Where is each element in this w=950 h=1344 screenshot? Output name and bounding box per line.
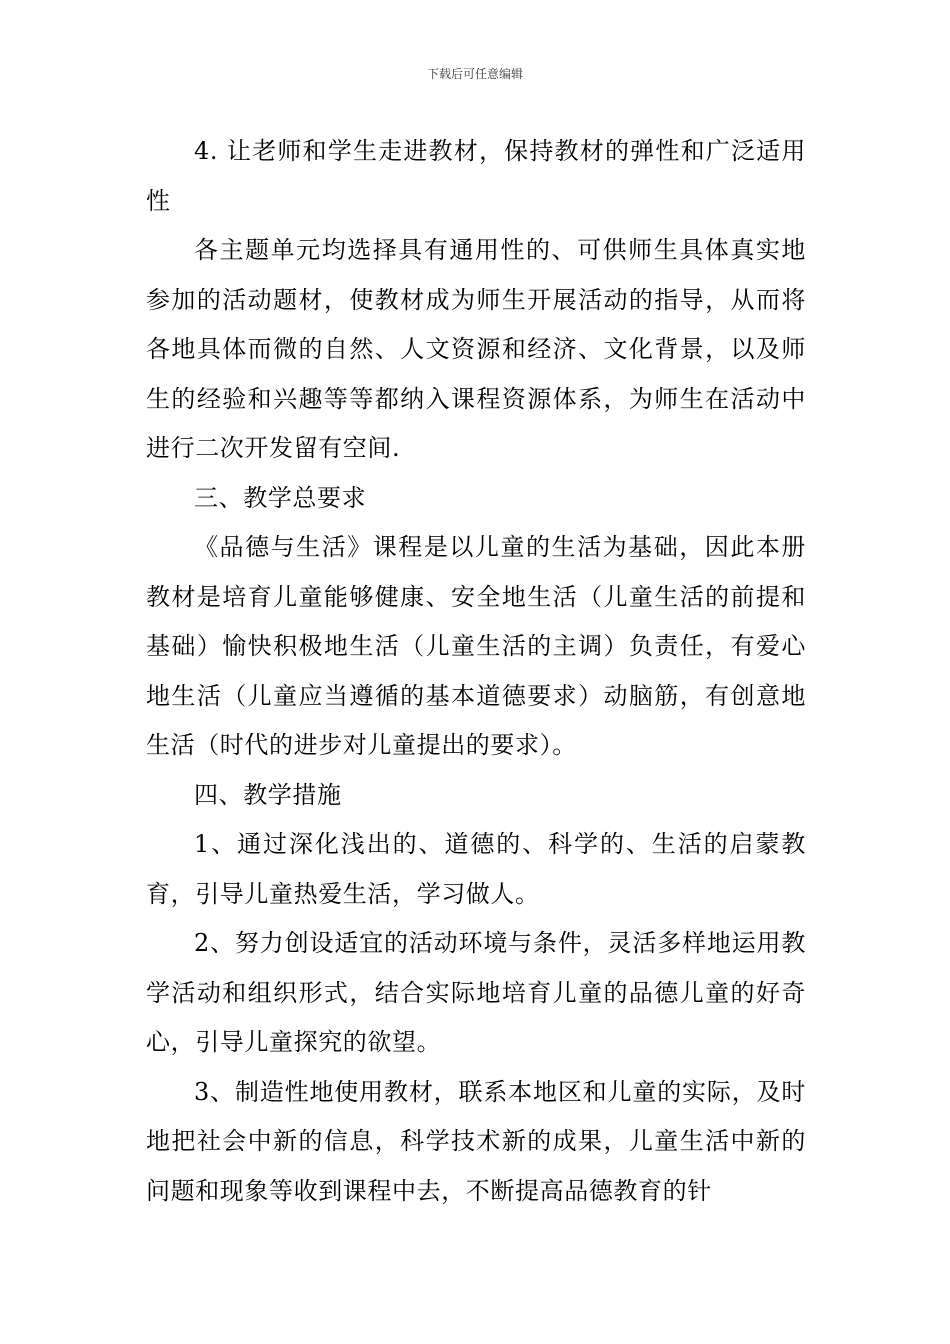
paragraph-measure-3: 3、制造性地使用教材，联系本地区和儿童的实际，及时地把社会中新的信息，科学技术新的成果，儿童生活中新的问题和现象等收到课程中去，不断提高品德教育的针 [146,1077,806,1205]
paragraph-themes: 各主题单元均选择具有通用性的、可供师生具体真实地参加的活动题材，使教材成为师生开展活动的指导，从而将各地具体而微的自然、人文资源和经济、文化背景，以及师生的经验和兴趣等等都纳入课程资源体系，为师生在活动中进行二次开发留有空间. [146,236,806,462]
paragraph-measure-2: 2、努力创设适宜的活动环境与条件，灵活多样地运用教学活动和组织形式，结合实际地培育儿童的品德儿童的好奇心，引导儿童探究的欲望。 [146,929,806,1056]
section-heading-general-requirements: 三、教学总要求 [194,483,367,512]
section-heading-teaching-measures: 四、教学措施 [194,780,342,809]
paragraph-measure-1: 1、通过深化浅出的、道德的、科学的、生活的启蒙教育，引导儿童热爱生活，学习做人。 [146,830,806,908]
paragraph-curriculum: 《品德与生活》课程是以儿童的生活为基础，因此本册教材是培育儿童能够健康、安全地生活（儿童生活的前提和基础）愉快积极地生活（儿童生活的主调）负责任，有爱心地生活（儿童应当遵循的基本道德要求）动脑筋，有创意地生活（时代的进步对儿童提出的要求）。 [146,533,806,759]
document-body [146,127,806,1216]
page-header: 下载后可任意编辑 [426,67,523,81]
paragraph-item-4-heading: 4. 让老师和学生走进教材，保持教材的弹性和广泛适用性 [146,137,806,215]
